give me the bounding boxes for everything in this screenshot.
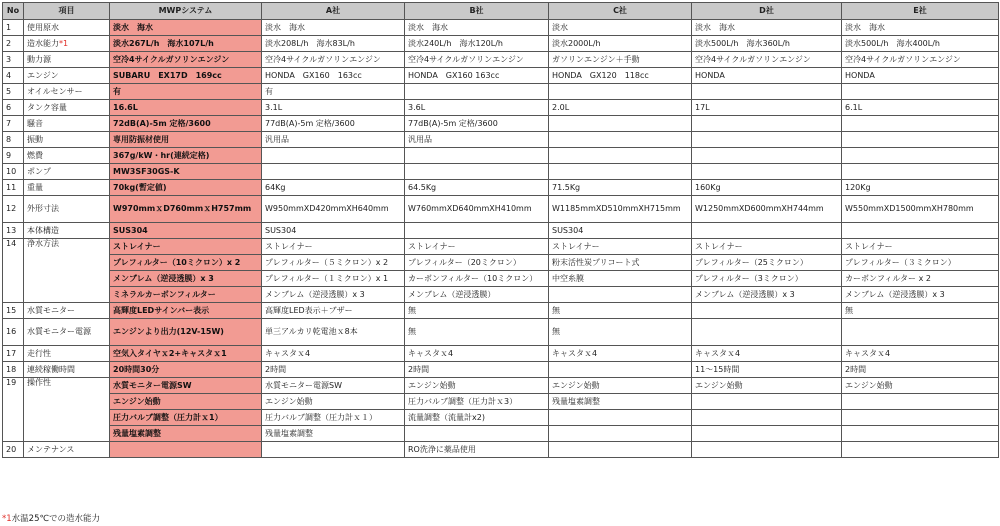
company-a-cell: キャスタｘ4 (262, 346, 405, 362)
company-d-cell (692, 84, 842, 100)
mwp-cell: プレフィルター（10ミクロン）x 2 (110, 255, 262, 271)
mwp-cell: 高輝度LEDサインバー表示 (110, 303, 262, 319)
company-c-cell: HONDA GX120 118cc (549, 68, 692, 84)
item-text: 本体構造 (27, 225, 59, 235)
row-number: 8 (3, 132, 24, 148)
company-a-cell: HONDA GX160 163cc (262, 68, 405, 84)
company-e-cell (842, 319, 999, 346)
company-a-cell: 水質モニター電源SW (262, 378, 405, 394)
table-row (3, 148, 999, 164)
company-d-cell: W1250mmXD600mmXH744mm (692, 196, 842, 223)
company-a-cell: エンジン始動 (262, 394, 405, 410)
company-e-cell: 6.1L (842, 100, 999, 116)
footnote (2, 512, 100, 524)
table-body (3, 20, 999, 458)
company-c-cell: エンジン始動 (549, 378, 692, 394)
mwp-cell: MW3SF30GS-K (110, 164, 262, 180)
header-row (3, 3, 999, 20)
row-item-label (24, 303, 110, 319)
company-a-cell: 淡水208L/h 海水83L/h (262, 36, 405, 52)
company-b-cell: カーボンフィルター（10ミクロン） (405, 271, 549, 287)
company-d-cell (692, 319, 842, 346)
table-row (3, 442, 999, 458)
company-b-cell: 淡水 海水 (405, 20, 549, 36)
row-number: 2 (3, 36, 24, 52)
company-d-cell: プレフィルター（25ミクロン） (692, 255, 842, 271)
company-c-cell: 淡水 (549, 20, 692, 36)
table-row (3, 410, 999, 426)
company-c-cell: 中空糸膜 (549, 271, 692, 287)
row-item-label (24, 36, 110, 52)
company-e-cell (842, 426, 999, 442)
item-text: 連続稼働時間 (27, 364, 75, 374)
company-a-cell: 高輝度LED表示＋ブザー (262, 303, 405, 319)
comparison-table (2, 2, 999, 458)
company-c-cell: 無 (549, 319, 692, 346)
table-row (3, 196, 999, 223)
company-e-cell: ストレイナー (842, 239, 999, 255)
row-item-label (24, 362, 110, 378)
company-a-cell: 圧力バルブ調整（圧力計ｘ１） (262, 410, 405, 426)
item-text: 重量 (27, 182, 43, 192)
company-a-cell: 有 (262, 84, 405, 100)
company-c-cell: SUS304 (549, 223, 692, 239)
mwp-cell: メンブレム（逆浸透膜）x 3 (110, 271, 262, 287)
company-e-cell (842, 132, 999, 148)
table-row (3, 287, 999, 303)
row-number: 17 (3, 346, 24, 362)
row-item-label (24, 116, 110, 132)
company-b-cell: 64.5Kg (405, 180, 549, 196)
company-d-cell: 淡水 海水 (692, 20, 842, 36)
company-b-cell: W760mmXD640mmXH410mm (405, 196, 549, 223)
header-company-d: D社 (692, 3, 842, 20)
company-e-cell: W550mmXD1500mmXH780mm (842, 196, 999, 223)
mwp-cell: 有 (110, 84, 262, 100)
mwp-cell: ミネラルカーボンフィルター (110, 287, 262, 303)
company-b-cell: ストレイナー (405, 239, 549, 255)
mwp-cell: 水質モニター電源SW (110, 378, 262, 394)
company-a-cell: 77dB(A)-5m 定格/3600 (262, 116, 405, 132)
company-d-cell: 17L (692, 100, 842, 116)
company-d-cell (692, 394, 842, 410)
row-number: 18 (3, 362, 24, 378)
table-row (3, 346, 999, 362)
company-e-cell (842, 84, 999, 100)
company-b-cell (405, 148, 549, 164)
row-number: 4 (3, 68, 24, 84)
company-d-cell: 空冷4サイクルガソリンエンジン (692, 52, 842, 68)
row-item-label (24, 196, 110, 223)
company-a-cell: SUS304 (262, 223, 405, 239)
company-e-cell (842, 223, 999, 239)
company-a-cell: 3.1L (262, 100, 405, 116)
row-item-label (24, 223, 110, 239)
company-d-cell (692, 426, 842, 442)
table-row (3, 255, 999, 271)
company-a-cell: 64Kg (262, 180, 405, 196)
mwp-cell: 367g/kW・hr(連続定格) (110, 148, 262, 164)
company-b-cell: HONDA GX160 163cc (405, 68, 549, 84)
header-no: No (3, 3, 24, 20)
row-number: 16 (3, 319, 24, 346)
item-text: オイルセンサー (27, 86, 83, 96)
company-a-cell: プレフィルター（５ミクロン）x 2 (262, 255, 405, 271)
row-number: 7 (3, 116, 24, 132)
company-e-cell: 2時間 (842, 362, 999, 378)
mwp-cell: 淡水267L/h 海水107L/h (110, 36, 262, 52)
mwp-cell: 72dB(A)-5m 定格/3600 (110, 116, 262, 132)
company-c-cell (549, 132, 692, 148)
company-b-cell: 空冷4サイクルガソリンエンジン (405, 52, 549, 68)
company-e-cell: エンジン始動 (842, 378, 999, 394)
company-b-cell: 無 (405, 319, 549, 346)
table-row (3, 303, 999, 319)
table-row (3, 132, 999, 148)
company-d-cell (692, 132, 842, 148)
company-e-cell: 淡水500L/h 海水400L/h (842, 36, 999, 52)
company-d-cell (692, 410, 842, 426)
company-d-cell (692, 442, 842, 458)
mwp-cell: 残量塩素調整 (110, 426, 262, 442)
company-b-cell: 汎用品 (405, 132, 549, 148)
table-row (3, 378, 999, 394)
company-a-cell: 汎用品 (262, 132, 405, 148)
mwp-cell: 専用防振材使用 (110, 132, 262, 148)
table-row (3, 52, 999, 68)
mwp-cell: エンジンより出力(12V-15W) (110, 319, 262, 346)
table-row (3, 239, 999, 255)
mwp-cell: エンジン始動 (110, 394, 262, 410)
company-e-cell (842, 164, 999, 180)
company-d-cell (692, 116, 842, 132)
table-row (3, 362, 999, 378)
row-number: 1 (3, 20, 24, 36)
mwp-cell: 圧力バルブ調整（圧力計ｘ1） (110, 410, 262, 426)
company-b-cell: メンブレム（逆浸透膜） (405, 287, 549, 303)
mwp-cell: 16.6L (110, 100, 262, 116)
item-text: 使用原水 (27, 22, 59, 32)
company-d-cell (692, 164, 842, 180)
company-b-cell: キャスタｘ4 (405, 346, 549, 362)
company-e-cell: 120Kg (842, 180, 999, 196)
company-d-cell: キャスタｘ4 (692, 346, 842, 362)
row-number: 3 (3, 52, 24, 68)
company-c-cell (549, 362, 692, 378)
company-c-cell: 2.0L (549, 100, 692, 116)
company-a-cell (262, 442, 405, 458)
company-b-cell: 圧力バルブ調整（圧力計ｘ3） (405, 394, 549, 410)
row-item-label (24, 68, 110, 84)
company-e-cell: 無 (842, 303, 999, 319)
row-number: 10 (3, 164, 24, 180)
company-d-cell: 160Kg (692, 180, 842, 196)
company-d-cell (692, 303, 842, 319)
company-c-cell (549, 84, 692, 100)
row-item-label (24, 180, 110, 196)
footnote-text: 水温25℃での造水能力 (11, 514, 101, 524)
row-number: 12 (3, 196, 24, 223)
company-b-cell: プレフィルター（20ミクロン） (405, 255, 549, 271)
item-text: エンジン (27, 70, 59, 80)
mwp-cell: 20時間30分 (110, 362, 262, 378)
row-item-label (24, 100, 110, 116)
mwp-cell: 70kg(暫定値) (110, 180, 262, 196)
company-c-cell (549, 148, 692, 164)
row-item-label (24, 378, 110, 442)
row-number: 6 (3, 100, 24, 116)
table-row (3, 84, 999, 100)
company-d-cell: プレフィルター（3ミクロン） (692, 271, 842, 287)
row-number: 15 (3, 303, 24, 319)
company-b-cell (405, 223, 549, 239)
company-e-cell: キャスタｘ4 (842, 346, 999, 362)
company-a-cell: メンブレム（逆浸透膜）x 3 (262, 287, 405, 303)
mwp-cell: 淡水 海水 (110, 20, 262, 36)
company-c-cell: キャスタｘ4 (549, 346, 692, 362)
item-text: 騒音 (27, 118, 43, 128)
table-row (3, 36, 999, 52)
company-b-cell: 2時間 (405, 362, 549, 378)
item-text: 造水能力 (27, 38, 59, 48)
company-b-cell (405, 164, 549, 180)
mwp-cell: 空気入タイヤｘ2+キャスタｘ1 (110, 346, 262, 362)
table-row (3, 180, 999, 196)
item-text: 振動 (27, 134, 43, 144)
company-d-cell: エンジン始動 (692, 378, 842, 394)
mwp-cell: SUBARU EX17D 169cc (110, 68, 262, 84)
item-text: 浄水方法 (27, 239, 59, 248)
row-item-label (24, 442, 110, 458)
item-text: ポンプ (27, 166, 51, 176)
table-row (3, 100, 999, 116)
table-row (3, 68, 999, 84)
company-e-cell (842, 394, 999, 410)
company-c-cell: 粉末活性炭プリコート式 (549, 255, 692, 271)
table-row (3, 271, 999, 287)
company-c-cell (549, 410, 692, 426)
company-e-cell (842, 148, 999, 164)
header-company-e: E社 (842, 3, 999, 20)
company-c-cell: 71.5Kg (549, 180, 692, 196)
company-d-cell: 淡水500L/h 海水360L/h (692, 36, 842, 52)
company-a-cell: 単三アルカリ乾電池ｘ8本 (262, 319, 405, 346)
item-text: 燃費 (27, 150, 43, 160)
item-text: 水質モニター電源 (27, 327, 91, 336)
company-b-cell: 無 (405, 303, 549, 319)
company-c-cell: W1185mmXD510mmXH715mm (549, 196, 692, 223)
row-item-label (24, 84, 110, 100)
company-d-cell (692, 148, 842, 164)
company-b-cell: エンジン始動 (405, 378, 549, 394)
row-item-label (24, 148, 110, 164)
company-d-cell: HONDA (692, 68, 842, 84)
company-c-cell: 残量塩素調整 (549, 394, 692, 410)
row-number: 19 (3, 378, 24, 442)
company-d-cell: ストレイナー (692, 239, 842, 255)
company-c-cell: ガソリンエンジン＋手動 (549, 52, 692, 68)
company-a-cell: W950mmXD420mmXH640mm (262, 196, 405, 223)
row-number: 9 (3, 148, 24, 164)
item-text: 水質モニター (27, 305, 75, 315)
footnote-mark: *1 (2, 514, 12, 524)
company-c-cell (549, 164, 692, 180)
company-b-cell: 77dB(A)-5m 定格/3600 (405, 116, 549, 132)
company-e-cell: プレフィルター（３ミクロン） (842, 255, 999, 271)
company-c-cell: 淡水2000L/h (549, 36, 692, 52)
row-item-label (24, 346, 110, 362)
item-text: 動力源 (27, 54, 51, 64)
row-item-label (24, 164, 110, 180)
company-e-cell: 空冷4サイクルガソリンエンジン (842, 52, 999, 68)
company-a-cell: 空冷4サイクルガソリンエンジン (262, 52, 405, 68)
row-item-label (24, 132, 110, 148)
company-c-cell (549, 116, 692, 132)
company-d-cell: メンブレム（逆浸透膜）x 3 (692, 287, 842, 303)
row-number: 5 (3, 84, 24, 100)
company-c-cell (549, 442, 692, 458)
row-number: 13 (3, 223, 24, 239)
company-d-cell (692, 223, 842, 239)
company-e-cell (842, 410, 999, 426)
company-e-cell (842, 442, 999, 458)
company-b-cell (405, 426, 549, 442)
company-b-cell: 淡水240L/h 海水120L/h (405, 36, 549, 52)
table-row (3, 426, 999, 442)
mwp-cell: ストレイナー (110, 239, 262, 255)
company-b-cell: RO洗浄に薬品使用 (405, 442, 549, 458)
header-mwp: MWPシステム (110, 3, 262, 20)
company-a-cell (262, 148, 405, 164)
company-d-cell: 11〜15時間 (692, 362, 842, 378)
mwp-cell (110, 442, 262, 458)
row-item-label (24, 239, 110, 303)
header-company-a: A社 (262, 3, 405, 20)
row-number: 20 (3, 442, 24, 458)
item-text: 外形寸法 (27, 204, 59, 213)
table-row (3, 116, 999, 132)
table-row (3, 319, 999, 346)
company-a-cell: 2時間 (262, 362, 405, 378)
row-item-label (24, 319, 110, 346)
item-text: タンク容量 (27, 102, 67, 112)
company-c-cell: 無 (549, 303, 692, 319)
table-row (3, 223, 999, 239)
company-c-cell (549, 426, 692, 442)
table-row (3, 20, 999, 36)
company-e-cell: メンブレム（逆浸透膜）x 3 (842, 287, 999, 303)
company-e-cell (842, 116, 999, 132)
row-number: 14 (3, 239, 24, 303)
table-row (3, 394, 999, 410)
company-e-cell: HONDA (842, 68, 999, 84)
mwp-cell: 空冷4サイクルガソリンエンジン (110, 52, 262, 68)
company-a-cell: 残量塩素調整 (262, 426, 405, 442)
company-a-cell: プレフィルター（１ミクロン）x 1 (262, 271, 405, 287)
header-company-b: B社 (405, 3, 549, 20)
company-e-cell: カーボンフィルター x 2 (842, 271, 999, 287)
company-b-cell: 流量調整（流量計x2) (405, 410, 549, 426)
company-a-cell: ストレイナー (262, 239, 405, 255)
item-text: メンテナンス (27, 444, 75, 454)
company-e-cell: 淡水 海水 (842, 20, 999, 36)
header-item: 項目 (24, 3, 110, 20)
company-a-cell (262, 164, 405, 180)
company-b-cell: 3.6L (405, 100, 549, 116)
mwp-cell: SUS304 (110, 223, 262, 239)
company-b-cell (405, 84, 549, 100)
company-a-cell: 淡水 海水 (262, 20, 405, 36)
row-item-label (24, 52, 110, 68)
row-number: 11 (3, 180, 24, 196)
table-row (3, 164, 999, 180)
footnote-ref-mark: *1 (59, 38, 69, 48)
mwp-cell: W970mmｘD760mmｘH757mm (110, 196, 262, 223)
item-text: 走行性 (27, 348, 51, 358)
company-c-cell (549, 287, 692, 303)
row-item-label (24, 20, 110, 36)
item-text: 操作性 (27, 378, 51, 387)
company-c-cell: ストレイナー (549, 239, 692, 255)
header-company-c: C社 (549, 3, 692, 20)
